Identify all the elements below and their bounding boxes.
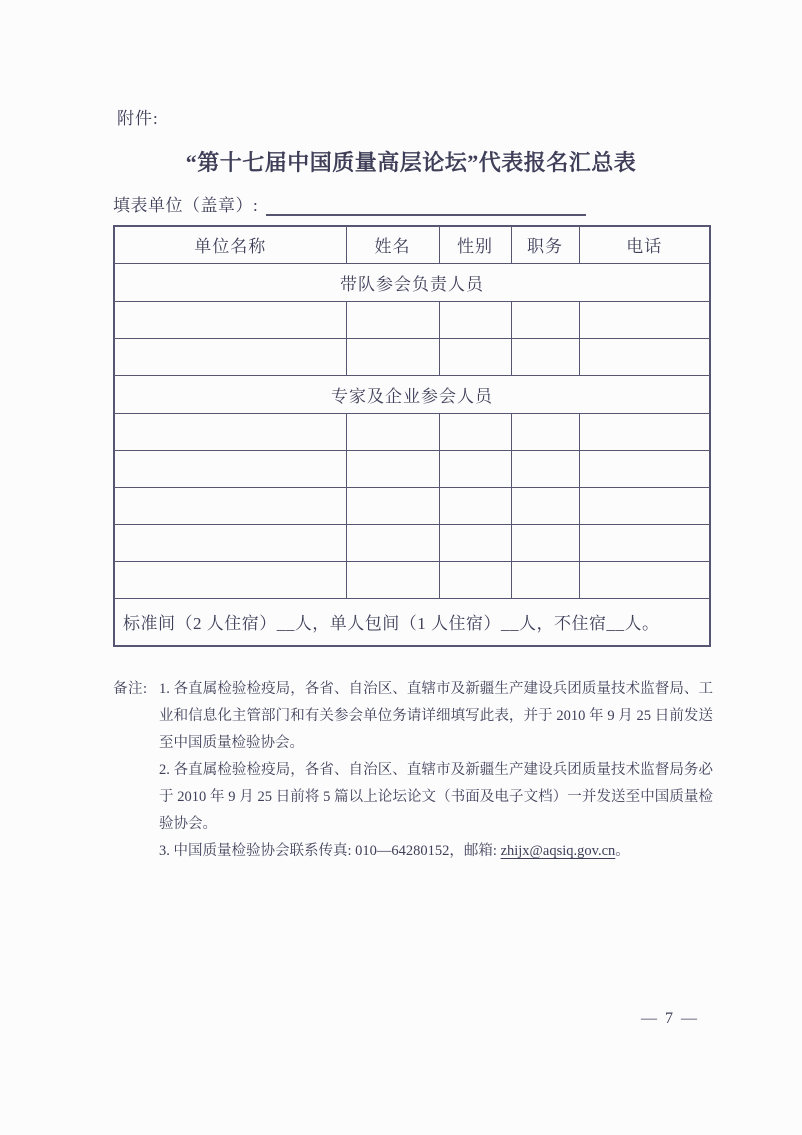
notes-label: 备注: (113, 681, 148, 697)
note-item-3-text: 3. 中国质量检验协会联系传真: 010—64280152，邮箱: (159, 843, 501, 859)
notes-body (159, 676, 713, 865)
column-header-gender: 性别 (439, 226, 511, 263)
attachment-label: 附件: (117, 109, 159, 128)
note-item-3-suffix: 。 (615, 843, 630, 859)
accommodation-row (114, 598, 710, 646)
table-row (114, 301, 710, 338)
section-title-experts: 专家及企业参会人员 (114, 375, 710, 413)
column-header-position: 职务 (511, 226, 579, 263)
accommodation-text: 标准间（2 人住宿）__人，单人包间（1 人住宿）__人，不住宿__人。 (114, 598, 710, 646)
note-item-3 (159, 838, 713, 865)
table-row (114, 450, 710, 487)
note-item-2: 2. 各直属检验检疫局，各省、自治区、直辖市及新疆生产建设兵团质量技术监督局务必于 2010 年 9 月 25 日前将 5 篇以上论坛论文（书面及电子文档）一并发送至中国质量检验协会。 (159, 762, 713, 832)
registration-table (113, 225, 711, 647)
section-row-leaders (114, 263, 710, 301)
form-unit-line (113, 191, 586, 216)
table-row (114, 487, 710, 524)
section-title-leaders: 带队参会负责人员 (114, 263, 710, 301)
column-header-name: 姓名 (346, 226, 439, 263)
table-row (114, 524, 710, 561)
page-title: “第十七届中国质量高层论坛”代表报名汇总表 (185, 150, 637, 175)
column-header-unit-name: 单位名称 (114, 226, 346, 263)
column-header-phone: 电话 (579, 226, 710, 263)
notes-section (113, 676, 713, 865)
page-number: — 7 — (641, 1010, 699, 1027)
table-row (114, 338, 710, 375)
table-row (114, 561, 710, 598)
table-header-row (114, 226, 710, 263)
table-row (114, 413, 710, 450)
contact-email: zhijx@aqsiq.gov.cn (500, 843, 616, 859)
form-unit-blank-field (266, 196, 586, 216)
note-item-1: 1. 各直属检验检疫局，各省、自治区、直辖市及新疆生产建设兵团质量技术监督局、工业和信息化主管部门和有关参会单位务请详细填写此表，并于 2010 年 9 月 25 日前发送至中国质量检验协会。 (159, 681, 713, 751)
section-row-experts (114, 375, 710, 413)
form-unit-label: 填表单位（盖章）: (113, 196, 259, 215)
